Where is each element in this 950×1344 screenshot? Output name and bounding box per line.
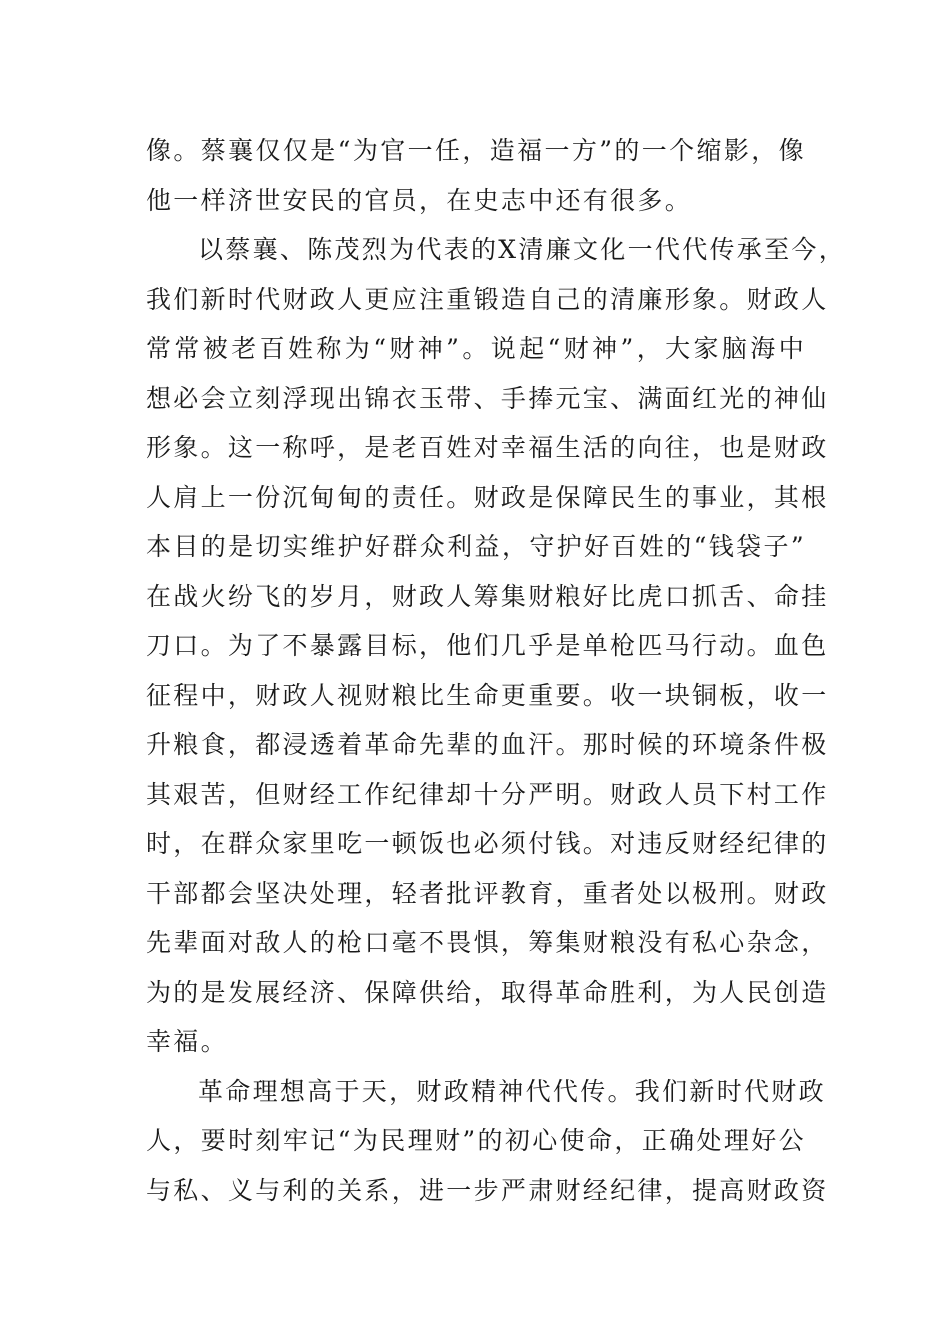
paragraph-2: [146, 225, 846, 1067]
text-line: 干部都会坚决处理，轻者批评教育，重者处以极刑。财政: [146, 878, 829, 908]
text-line: 想必会立刻浮现出锦衣玉带、手捧元宝、满面红光的神仙: [146, 383, 829, 413]
document-body: [146, 126, 846, 1215]
text-line: 幸福。: [146, 1027, 228, 1056]
text-line: 在战火纷飞的岁月，财政人筹集财粮好比虎口抓舌、命挂: [146, 581, 829, 611]
text-line: 他一样济世安民的官员，在史志中还有很多。: [146, 185, 693, 215]
text-line: 本目的是切实维护好群众利益，守护好百姓的“钱袋子”: [146, 532, 806, 561]
paragraph-3: [146, 1067, 829, 1216]
text-line: 人，要时刻牢记“为民理财”的初心使命，正确处理好公: [146, 1126, 806, 1155]
text-line: 先辈面对敌人的枪口毫不畏惧，筹集财粮没有私心杂念，: [146, 928, 829, 957]
paragraph-1: [146, 126, 806, 225]
text-line: 为的是发展经济、保障供给，取得革命胜利，为人民创造: [146, 977, 829, 1007]
text-line: 其艰苦，但财经工作纪律却十分严明。财政人员下村工作: [146, 779, 829, 809]
text-line: 我们新时代财政人更应注重锻造自己的清廉形象。财政人: [146, 284, 829, 314]
text-line: 常常被老百姓称为“财神”。说起“财神”，大家脑海中: [146, 334, 806, 363]
text-line: 刀口。为了不暴露目标，他们几乎是单枪匹马行动。血色: [146, 631, 829, 660]
text-line: 时，在群众家里吃一顿饭也必须付钱。对违反财经纪律的: [146, 829, 829, 858]
text-line: 升粮食，都浸透着革命先辈的血汗。那时候的环境条件极: [146, 730, 829, 759]
text-line: 形象。这一称呼，是老百姓对幸福生活的向往，也是财政: [146, 433, 829, 462]
text-line: 像。蔡襄仅仅是“为官一任，造福一方”的一个缩影，像: [146, 136, 806, 165]
text-line: 与私、义与利的关系，进一步严肃财经纪律，提高财政资: [146, 1175, 829, 1205]
text-line: 以蔡襄、陈茂烈为代表的X清廉文化一代代传承至今，: [198, 235, 846, 264]
text-line: 征程中，财政人视财粮比生命更重要。收一块铜板，收一: [146, 680, 829, 710]
text-line: 革命理想高于天，财政精神代代传。我们新时代财政: [198, 1076, 826, 1106]
text-line: 人肩上一份沉甸甸的责任。财政是保障民生的事业，其根: [146, 482, 829, 512]
